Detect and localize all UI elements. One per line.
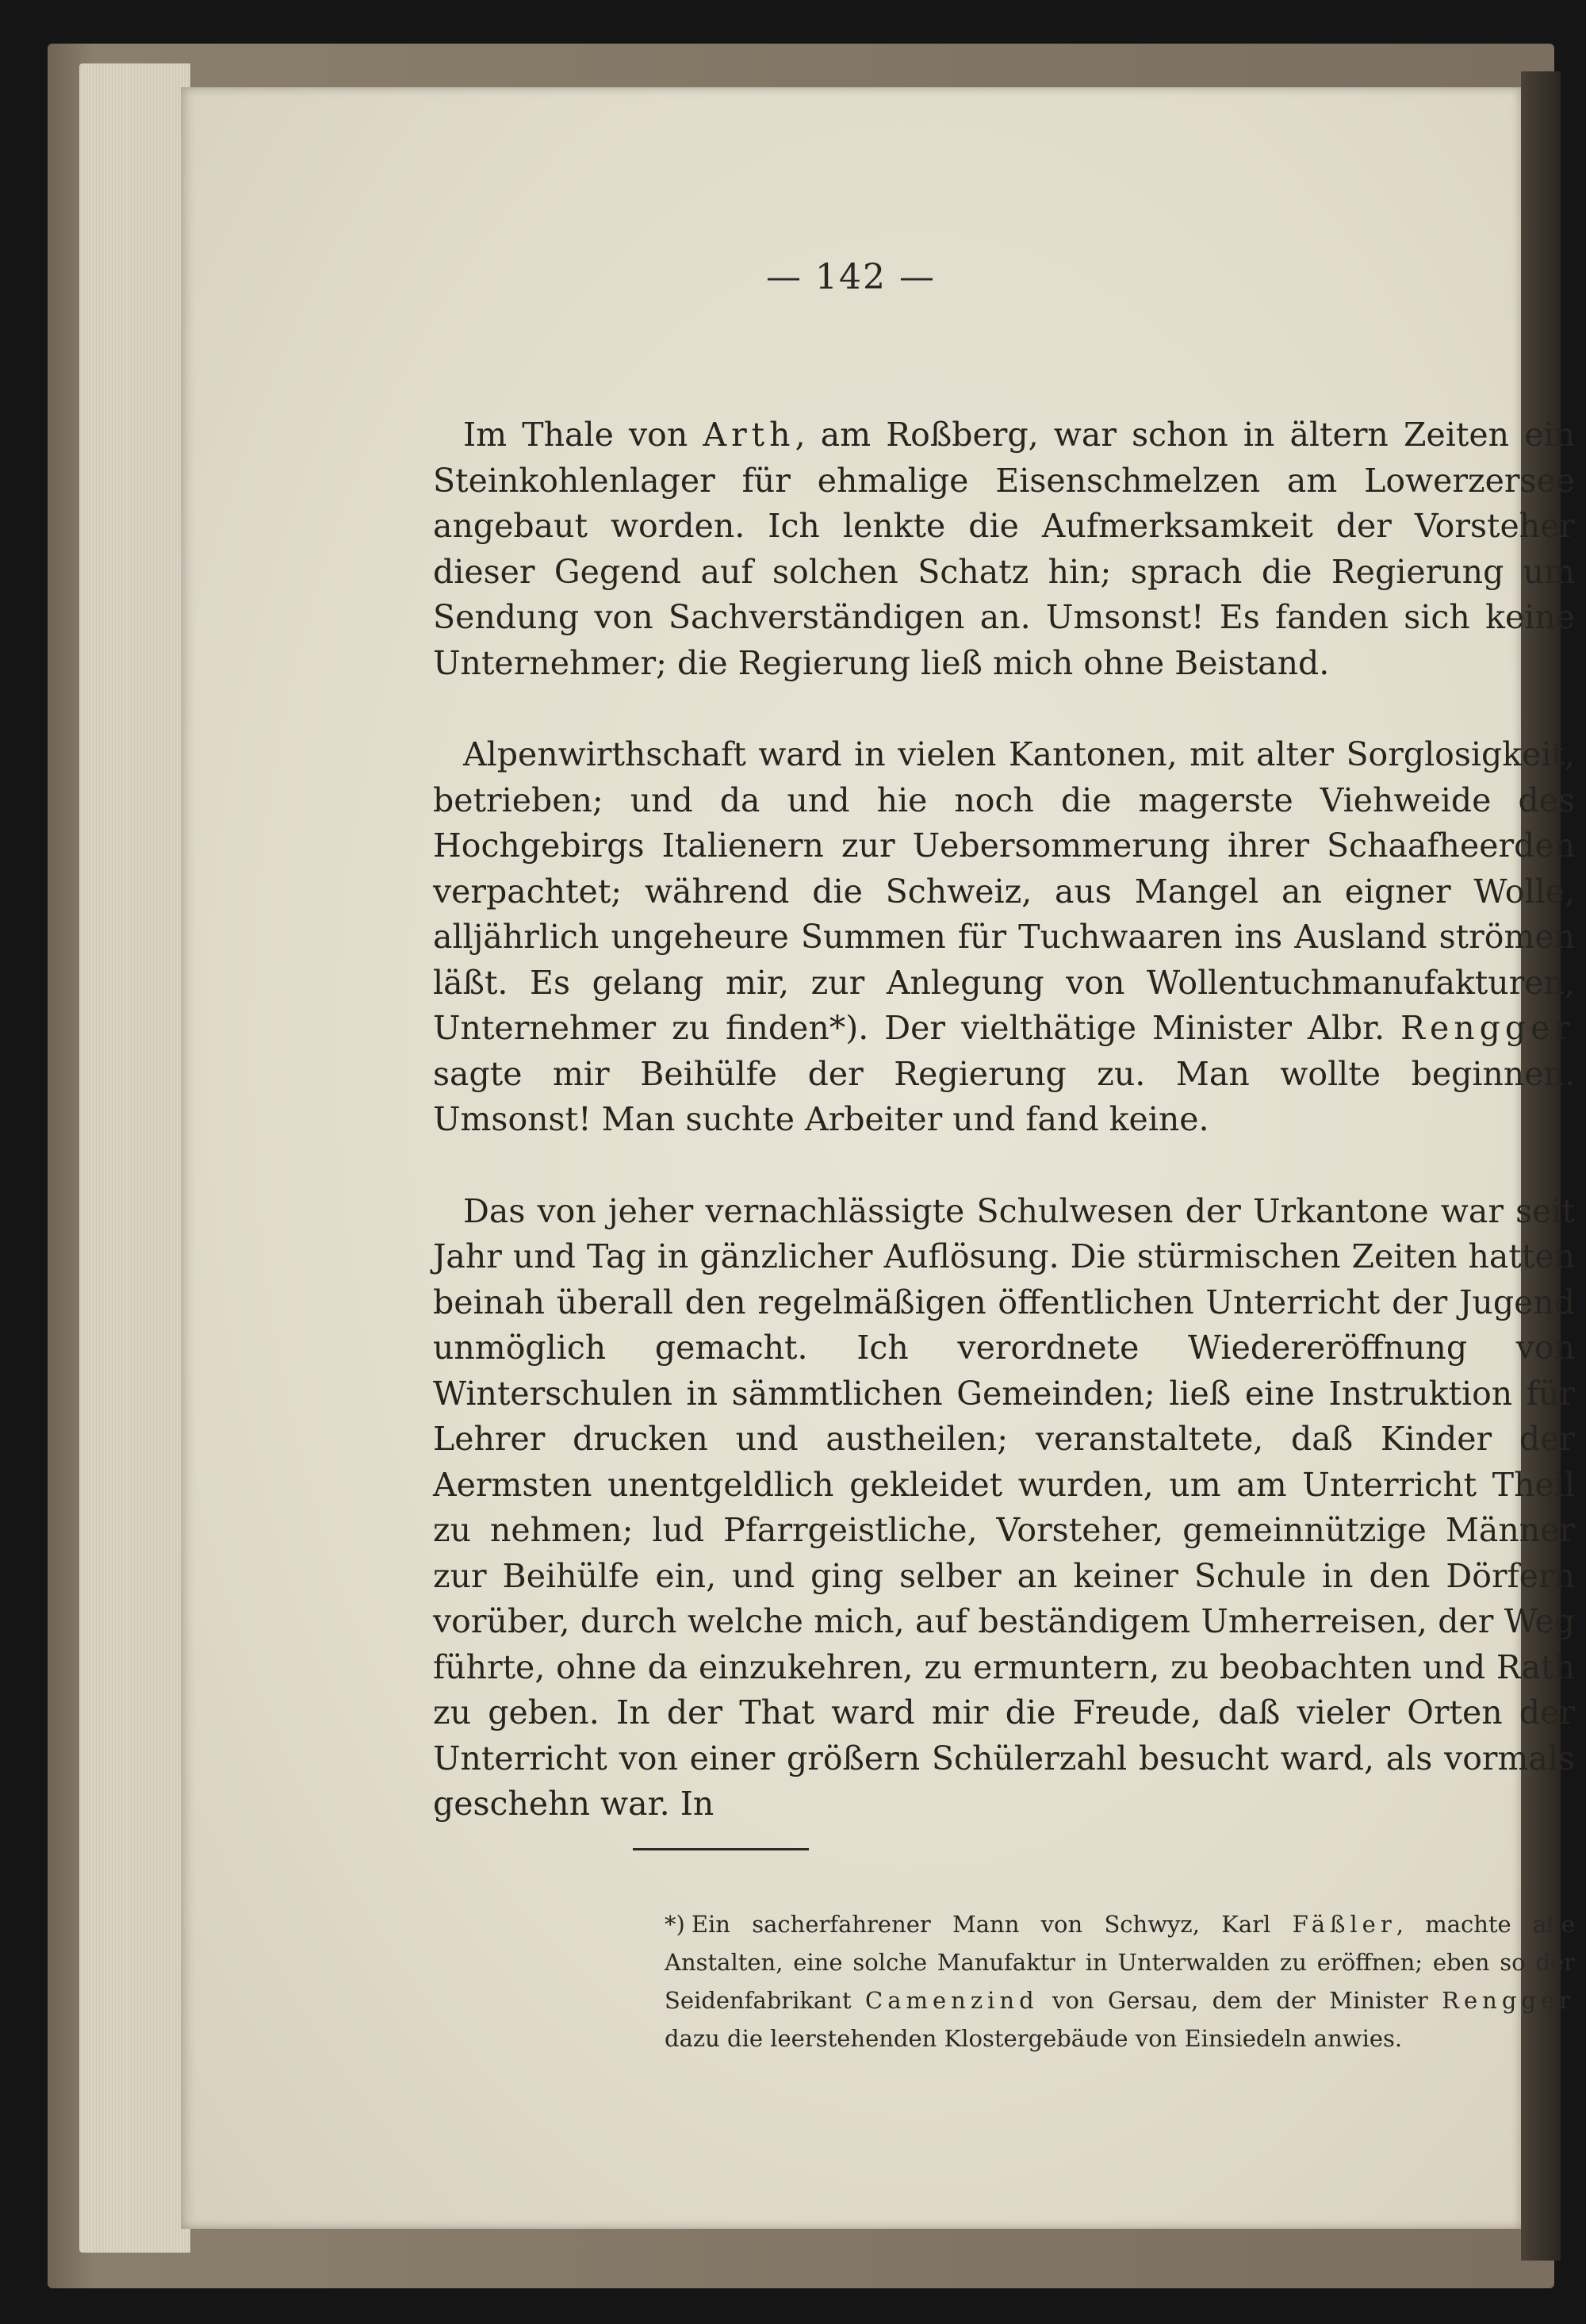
paragraph-1 xyxy=(433,412,1575,686)
spaced-name-rengger: Rengger xyxy=(1442,1987,1575,2014)
text-segment: von Gersau, dem der Minister xyxy=(1038,1987,1442,2014)
footnote-divider xyxy=(633,1848,809,1850)
spaced-name-arth: Arth xyxy=(703,416,795,454)
book-page xyxy=(181,87,1575,2229)
text-segment: Alpenwirthschaft ward in vielen Kantonen, mit alter Sorglosigkeit, betrieben; und da und hie noch die magerste Viehweide des Hochgebirgs Italienern zur Uebersommerung ihrer Schaafheerden verpachtet; während die Schweiz, aus Mangel an eigner Wolle, alljährlich ungeheure Summen für Tuchwaaren ins Ausland strömen läßt. Es gelang mir, zur Anlegung von Wollentuchmanufakturen, Unternehmer zu finden*). Der vielthätige Minister Albr. xyxy=(433,735,1575,1047)
spaced-name-rengger: Rengger xyxy=(1400,1009,1575,1047)
text-segment: dazu die leerstehenden Klostergebäude von Einsiedeln anwies. xyxy=(665,2025,1403,2052)
paragraph-3 xyxy=(433,1189,1575,1827)
spaced-name-faessler: Fäßler xyxy=(1292,1911,1396,1938)
page-number: — 142 — xyxy=(766,257,936,297)
spaced-name-camenzind: Camenzind xyxy=(865,1987,1039,2014)
text-segment: , am Roßberg, war schon in ältern Zeiten ein Steinkohlenlager für ehmalige Eisenschmelzen am Lowerzersee angebaut worden. Ich lenkte die Aufmerksamkeit der Vorsteher dieser Gegend auf solchen Schatz hin; sprach die Regierung um Sendung von Sachverständigen an. Umsonst! Es fanden sich keine Unternehmer; die Regierung ließ mich ohne Beistand. xyxy=(433,416,1575,682)
footnote-marker: *) xyxy=(665,1911,685,1938)
text-segment: , machte alle Anstalten, eine solche Manufaktur in Unterwalden zu eröffnen; eben so der Seidenfabrikant xyxy=(665,1911,1575,2014)
text-segment: Das von jeher vernachlässigte Schulwesen der Urkantone war seit Jahr und Tag in gänzlicher Auflösung. Die stürmischen Zeiten hatten beinah überall den regelmäßigen öffentlichen Unterricht der Jugend unmöglich gemacht. Ich verordnete Wiedereröffnung von Winterschulen in sämmtlichen Gemeinden; ließ eine Instruktion für Lehrer drucken und austheilen; veranstaltete, daß Kinder der Aermsten unentgeldlich gekleidet wurden, um am Unterricht Theil zu nehmen; lud Pfarrgeistliche, Vorsteher, gemeinnützige Männer zur Beihülfe ein, und ging selber an keiner Schule in den Dörfern vorüber, durch welche mich, auf beständigem Umherreisen, der Weg führte, ohne da einzukehren, zu ermuntern, zu beobachten und Rath zu geben. In der That ward mir die Freude, daß vieler Orten der Unterricht von einer größern Schülerzahl besucht ward, als vormals geschehn war. In xyxy=(433,1191,1575,1823)
text-segment: Im Thale von xyxy=(463,416,703,454)
body-text xyxy=(433,412,1575,1827)
paragraph-2 xyxy=(433,732,1575,1143)
page-edges xyxy=(79,63,190,2253)
text-segment: sagte mir Beihülfe der Regierung zu. Man wollte beginnen. Umsonst! Man suchte Arbeiter und fand keine. xyxy=(433,1054,1575,1138)
footnote xyxy=(665,1905,1575,2057)
text-segment: Ein sacherfahrener Mann von Schwyz, Karl xyxy=(691,1911,1293,1938)
